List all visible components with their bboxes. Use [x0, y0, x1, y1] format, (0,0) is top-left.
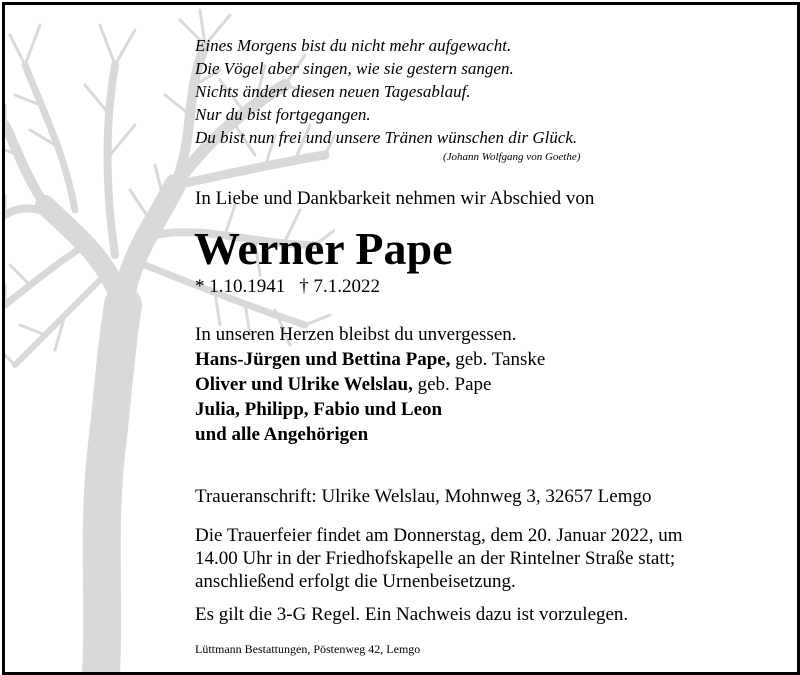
life-dates	[195, 276, 380, 298]
obituary-frame	[2, 2, 800, 675]
poem	[195, 34, 577, 149]
covid-rule: Es gilt die 3-G Regel. Ein Nachweis dazu ist vorzulegen.	[195, 604, 629, 625]
mourner-names: Oliver und Ulrike Welslau,	[195, 374, 413, 395]
poem-source: (Johann Wolfgang von Goethe)	[443, 151, 581, 163]
poem-line: Nur du bist fortgegangen.	[195, 105, 371, 124]
mourner-line	[195, 372, 545, 397]
mourner-note: geb. Pape	[412, 374, 492, 395]
heart-line: In unseren Herzen bleibst du unvergessen.	[195, 324, 517, 345]
deceased-name: Werner Pape	[194, 223, 453, 274]
mourner-names: Hans-Jürgen und Bettina Pape,	[195, 349, 451, 370]
intro-line: In Liebe und Dankbarkeit nehmen wir Abschied von	[195, 188, 595, 209]
mourner-line: Julia, Philipp, Fabio und Leon	[195, 399, 443, 420]
poem-line: Die Vögel aber singen, wie sie gestern sangen.	[195, 59, 514, 78]
ceremony-line: Die Trauerfeier findet am Donnerstag, dem 20. Januar 2022, um	[195, 525, 683, 546]
undertaker-info: Lüttmann Bestattungen, Pöstenweg 42, Lemgo	[195, 642, 421, 656]
mourning-address: Traueranschrift: Ulrike Welslau, Mohnweg 3, 32657 Lemgo	[195, 486, 652, 507]
mourner-note: geb. Tanske	[450, 349, 546, 370]
birth-date: * 1.10.1941	[195, 276, 286, 297]
ceremony-line: 14.00 Uhr in der Friedhofskapelle an der Rintelner Straße statt;	[195, 548, 676, 569]
ceremony-info	[195, 524, 683, 593]
mourner-line: und alle Angehörigen	[195, 424, 369, 445]
poem-line: Eines Morgens bist du nicht mehr aufgewacht.	[195, 36, 512, 55]
mourners-list	[195, 322, 545, 447]
poem-line: Nichts ändert diesen neuen Tagesablauf.	[195, 82, 471, 101]
death-date: † 7.1.2022	[299, 276, 380, 297]
poem-line: Du bist nun frei und unsere Tränen wünschen dir Glück.	[195, 128, 578, 147]
mourner-line	[195, 347, 545, 372]
ceremony-line: anschließend erfolgt die Urnenbeisetzung.	[195, 571, 516, 592]
